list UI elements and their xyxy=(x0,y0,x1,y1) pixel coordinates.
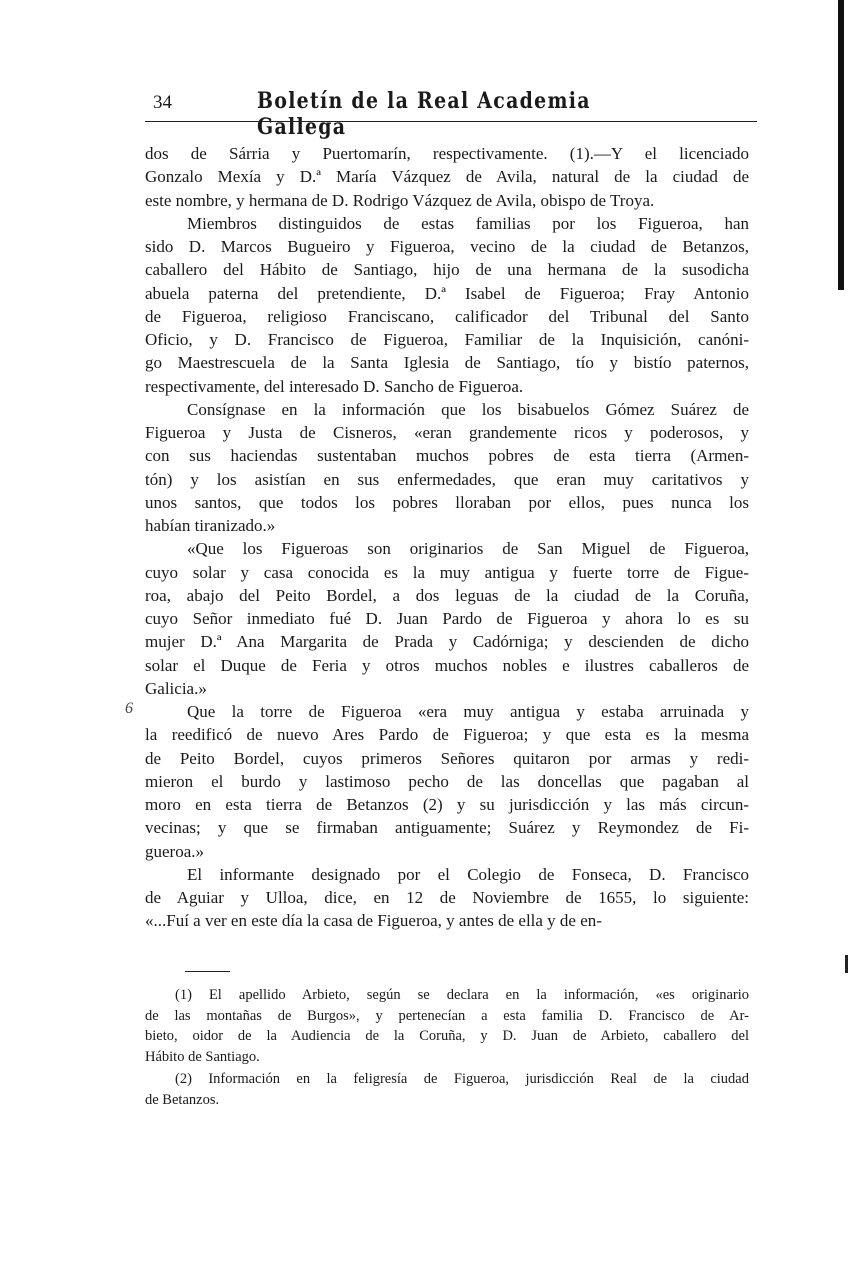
text-line: Que la torre de Figueroa «era muy antigua y estaba arruinada y xyxy=(187,702,749,721)
text-line: gueroa.» xyxy=(145,841,205,861)
footnote xyxy=(145,985,749,1067)
text-line: go Maestrescuela de la Santa Iglesia de Santiago, tío y bistío paternos, xyxy=(145,353,749,373)
text-line: abuela paterna del pretendiente, D.ª Isabel de Figueroa; Fray Antonio xyxy=(145,283,749,303)
text-line: sido D. Marcos Bugueiro y Figueroa, vecino de la ciudad de Betanzos, xyxy=(145,237,749,256)
text-line: El informante designado por el Colegio de Fonseca, D. Francisco xyxy=(187,864,749,884)
text-line: habían tiranizado.» xyxy=(145,516,276,535)
running-header xyxy=(145,88,750,140)
scan-edge-mark xyxy=(838,0,844,290)
journal-title: Boletín de la Real Academia Gallega xyxy=(257,88,591,140)
text-line: «...Fuí a ver en este día la casa de Figueroa, y antes de ella y de en- xyxy=(145,911,602,931)
text-line: cuyo solar y casa conocida es la muy antigua y fuerte torre de Figue- xyxy=(145,562,749,582)
text-line: Figueroa y Justa de Cisneros, «eran grandemente ricos y poderosos, y xyxy=(145,423,749,442)
text-line: vecinas; y que se firmaban antiguamente; Suárez y Reymondez de Fi- xyxy=(145,818,749,838)
text-line: la reedificó de nuevo Ares Pardo de Figueroa; y que esta es la mesma xyxy=(145,725,749,745)
text-line: dos de Sárria y Puertomarín, respectivamente. (1).—Y el licenciado xyxy=(145,144,749,163)
paragraph xyxy=(145,398,749,538)
footnote-line: de las montañas de Burgos», y pertenecían a esta familia D. Francisco de Ar- xyxy=(145,1007,749,1024)
text-line: Gonzalo Mexía y D.ª María Vázquez de Avila, natural de la ciudad de xyxy=(145,167,749,187)
footnote xyxy=(145,1069,749,1110)
text-line: de Peito Bordel, cuyos primeros Señores quitaron por armas y redi- xyxy=(145,748,749,768)
paragraph xyxy=(145,537,749,700)
text-line: mujer D.ª Ana Margarita de Prada y Cadórniga; y descienden de dicho xyxy=(145,632,749,652)
footnotes xyxy=(145,985,749,1112)
paragraph xyxy=(125,700,749,863)
scan-edge-mark xyxy=(845,955,848,973)
footnote-line: de Betanzos. xyxy=(145,1091,220,1108)
text-line: de Figueroa, religioso Franciscano, calificador del Tribunal del Santo xyxy=(145,306,749,326)
footnote-line: bieto, oidor de la Audiencia de la Coruña, y D. Juan de Arbieto, caballero del xyxy=(145,1028,749,1044)
paragraph xyxy=(145,142,749,212)
text-line: respectivamente, del interesado D. Sancho de Figueroa. xyxy=(145,376,524,396)
text-line: cuyo Señor inmediato fué D. Juan Pardo de Figueroa y ahora lo es su xyxy=(145,609,749,628)
footnote-rule xyxy=(185,971,230,972)
text-line: con sus haciendas sustentaban muchos pobres de esta tierra (Armen- xyxy=(145,446,749,466)
page-number: 34 xyxy=(153,92,172,113)
text-line: Oficio, y D. Francisco de Figueroa, Familiar de la Inquisición, canóni- xyxy=(145,330,749,349)
text-line: de Aguiar y Ulloa, dice, en 12 de Noviembre de 1655, lo siguiente: xyxy=(145,888,749,907)
footnote-line: (1) El apellido Arbieto, según se declara en la información, «es originario xyxy=(175,987,749,1003)
text-line: este nombre, y hermana de D. Rodrigo Vázquez de Avila, obispo de Troya. xyxy=(145,190,655,210)
footnote-line: Hábito de Santiago. xyxy=(145,1048,260,1065)
body-text xyxy=(125,142,749,933)
footnote-line: (2) Información en la feligresía de Figueroa, jurisdicción Real de la ciudad xyxy=(175,1071,749,1087)
paragraph xyxy=(145,212,749,398)
text-line: solar el Duque de Feria y otros muchos nobles e ilustres caballeros de xyxy=(145,655,749,675)
text-line: roa, abajo del Peito Bordel, a dos leguas de la ciudad de la Coruña, xyxy=(145,585,749,605)
text-line: tón) y los asistían en sus enfermedades, que eran muy caritativos y xyxy=(145,469,749,489)
text-line: Consígnase en la información que los bisabuelos Gómez Suárez de xyxy=(187,399,749,419)
header-rule xyxy=(145,121,757,122)
text-line: Galicia.» xyxy=(145,678,207,698)
text-line: Miembros distinguidos de estas familias por los Figueroa, han xyxy=(187,213,749,233)
text-line: mieron el burdo y lastimoso pecho de las doncellas que pagaban al xyxy=(145,771,749,791)
paragraph xyxy=(145,863,749,933)
text-line: «Que los Figueroas son originarios de San Miguel de Figueroa, xyxy=(187,539,749,559)
text-line: moro en esta tierra de Betanzos (2) y su jurisdicción y las más circun- xyxy=(145,795,749,814)
text-line: unos santos, que todos los pobres lloraban por ellos, pues nunca los xyxy=(145,492,749,512)
text-line: caballero del Hábito de Santiago, hijo de una hermana de la susodicha xyxy=(145,260,749,280)
marginal-note: 6 xyxy=(125,700,133,717)
